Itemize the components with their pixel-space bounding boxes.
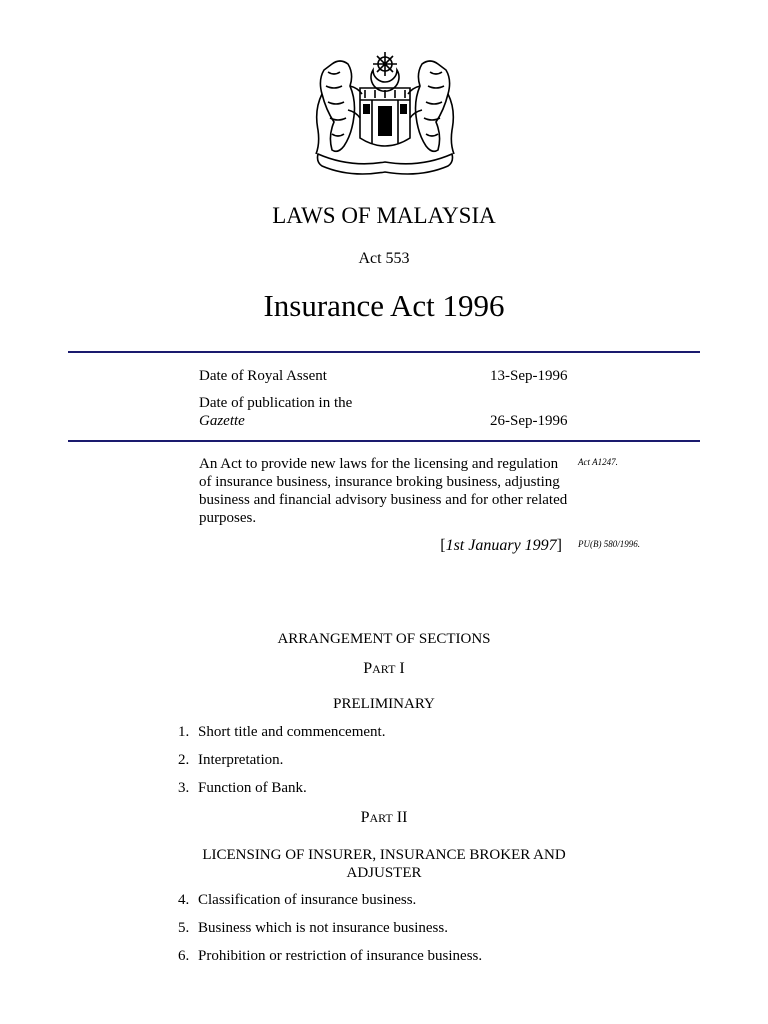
coat-of-arms-emblem bbox=[310, 50, 460, 180]
section-item[interactable]: 3. Function of Bank. bbox=[178, 780, 307, 796]
part-2-title: LICENSING OF INSURER, INSURANCE BROKER AND ADJUSTER bbox=[202, 847, 566, 881]
publication-label: Date of publication in the Gazette bbox=[199, 395, 353, 429]
commencement-margin-note: PU(B) 580/1996. bbox=[578, 539, 640, 549]
top-rule bbox=[68, 351, 700, 353]
long-title: An Act to provide new laws for the licensing and regulation of insurance business, insurance broking business, adjusting business and financial advisory business and for other related purposes. bbox=[199, 456, 568, 526]
section-item[interactable]: 5. Business which is not insurance business. bbox=[178, 920, 448, 936]
section-item[interactable]: 1. Short title and commencement. bbox=[178, 724, 386, 740]
act-title: Insurance Act 1996 bbox=[263, 288, 505, 323]
arrangement-heading: ARRANGEMENT OF SECTIONS bbox=[277, 631, 491, 647]
bottom-rule bbox=[68, 440, 700, 442]
gazette-label: Gazette bbox=[199, 413, 245, 429]
royal-assent-date: 13-Sep-1996 bbox=[490, 368, 568, 384]
section-item[interactable]: 6. Prohibition or restriction of insurance business. bbox=[178, 948, 483, 964]
part-1-title: PRELIMINARY bbox=[333, 696, 435, 712]
amendment-margin-note: Act A1247. bbox=[578, 457, 618, 467]
commencement-date: [1st January 1997] bbox=[440, 537, 562, 554]
act-number: Act 553 bbox=[358, 250, 410, 267]
part-1-label: PART I bbox=[363, 660, 405, 677]
royal-assent-label: Date of Royal Assent bbox=[199, 368, 327, 384]
publication-date: 26-Sep-1996 bbox=[490, 413, 568, 429]
part-2-label: PART II bbox=[360, 809, 408, 826]
jurisdiction-heading: LAWS OF MALAYSIA bbox=[272, 203, 496, 228]
section-item[interactable]: 4. Classification of insurance business. bbox=[178, 892, 417, 908]
section-item[interactable]: 2. Interpretation. bbox=[178, 752, 284, 768]
